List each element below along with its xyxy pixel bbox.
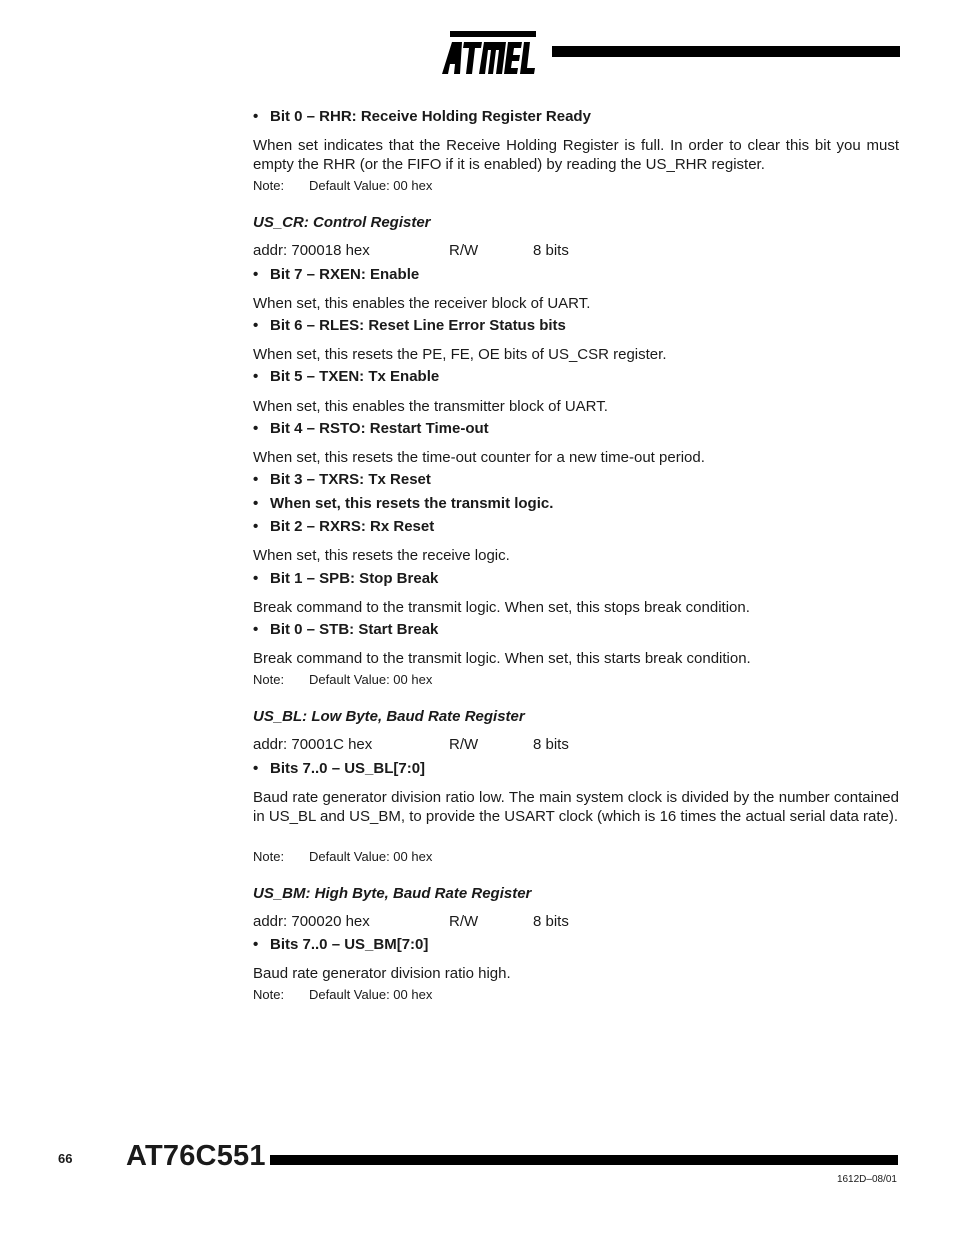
atmel-logo [438, 28, 538, 78]
bullet-us-bm: • Bits 7..0 – US_BM[7:0] [253, 936, 429, 953]
us-cr-note: Note: Default Value: 00 hex [253, 672, 433, 687]
spb-description: Break command to the transmit logic. When set, this stops break condition. [253, 599, 750, 616]
bullet-rsto: • Bit 4 – RSTO: Restart Time-out [253, 420, 489, 437]
us-bm-note: Note: Default Value: 00 hex [253, 987, 433, 1002]
footer-rule [270, 1155, 898, 1165]
bullet-rxen: • Bit 7 – RXEN: Enable [253, 266, 420, 283]
rsto-description: When set, this resets the time-out counter for a new time-out period. [253, 449, 705, 466]
bullet-us-bl: • Bits 7..0 – US_BL[7:0] [253, 760, 426, 777]
us-cr-heading: US_CR: Control Register [253, 214, 431, 231]
stb-description: Break command to the transmit logic. When set, this starts break condition. [253, 650, 751, 667]
us-bl-note: Note: Default Value: 00 hex [253, 849, 433, 864]
us-bl-heading: US_BL: Low Byte, Baud Rate Register [253, 708, 525, 725]
rles-description: When set, this resets the PE, FE, OE bits of US_CSR register. [253, 346, 667, 363]
bullet-spb: • Bit 1 – SPB: Stop Break [253, 570, 439, 587]
bullet-rhr: • Bit 0 – RHR: Receive Holding Register Ready [253, 108, 591, 125]
us-bm-heading: US_BM: High Byte, Baud Rate Register [253, 885, 532, 902]
us-bm-description: Baud rate generator division ratio high. [253, 965, 511, 982]
rhr-description: When set indicates that the Receive Holding Register is full. In order to clear this bit you must empty the RHR (or the FIFO if it is enabled) by reading the US_RHR register. [253, 137, 899, 173]
us-cr-register-info: addr: 700018 hex R/W 8 bits [253, 242, 569, 259]
logo-text: ATMEL [438, 28, 442, 29]
rxen-description: When set, this enables the receiver block of UART. [253, 295, 591, 312]
txen-description: When set, this enables the transmitter block of UART. [253, 398, 608, 415]
document-id: 1612D–08/01 [836, 1174, 897, 1185]
bullet-transmit-reset-note: • When set, this resets the transmit logic. [253, 495, 554, 512]
us-bl-description: Baud rate generator division ratio low. The main system clock is divided by the number contained in US_BL and US_BM, to provide the USART clock (which is 16 times the actual serial data rate). [253, 789, 899, 825]
bullet-txrs: • Bit 3 – TXRS: Tx Reset [253, 471, 431, 488]
bullet-txen: • Bit 5 – TXEN: Tx Enable [253, 368, 440, 385]
header-rule [552, 46, 900, 57]
product-title: AT76C551 [126, 1140, 266, 1172]
us-bm-register-info: addr: 700020 hex R/W 8 bits [253, 913, 569, 930]
page-number: 66 [58, 1151, 73, 1166]
bullet-rxrs: • Bit 2 – RXRS: Rx Reset [253, 518, 435, 535]
rxrs-description: When set, this resets the receive logic. [253, 547, 510, 564]
rhr-note: Note: Default Value: 00 hex [253, 178, 433, 193]
bullet-rles: • Bit 6 – RLES: Reset Line Error Status bits [253, 317, 566, 334]
us-bl-register-info: addr: 70001C hex R/W 8 bits [253, 736, 569, 753]
bullet-stb: • Bit 0 – STB: Start Break [253, 621, 439, 638]
